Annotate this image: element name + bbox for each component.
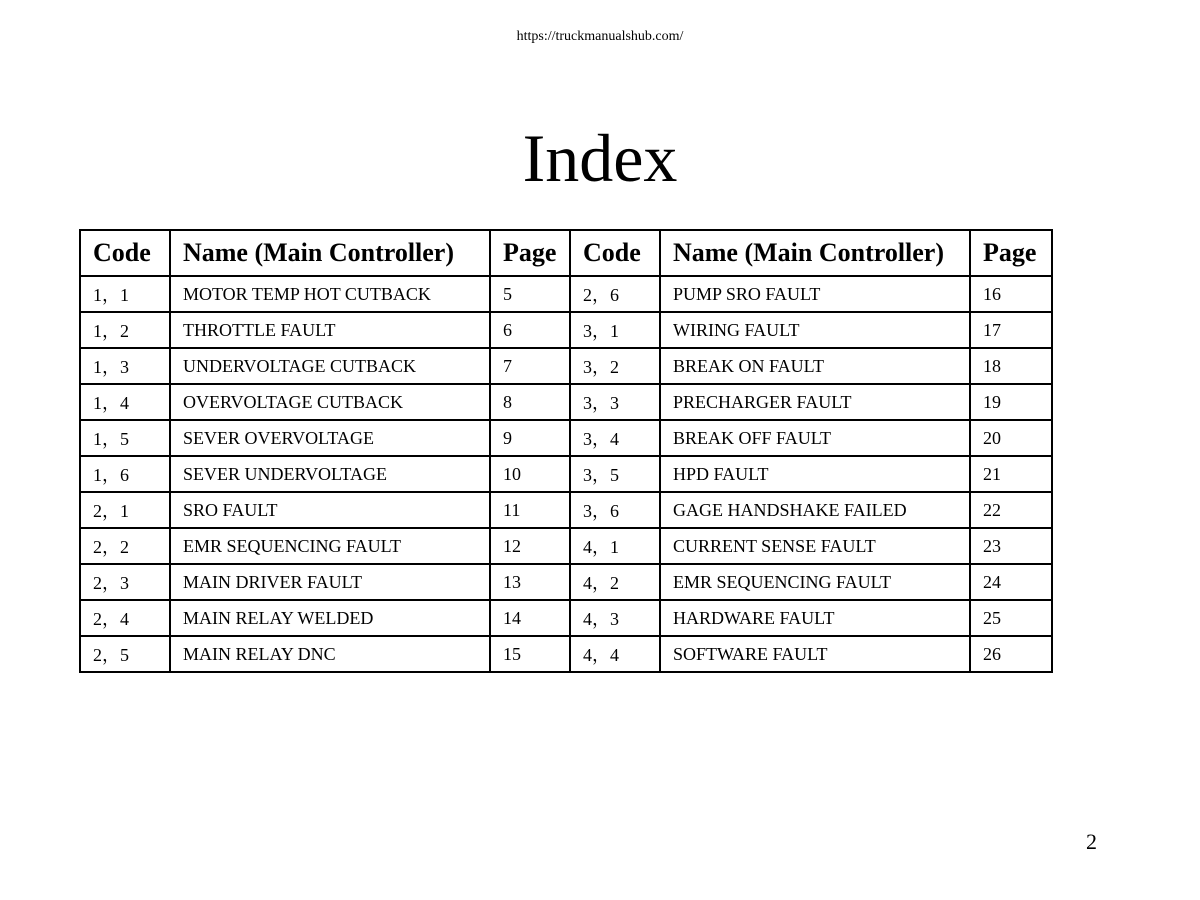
code-cell: 4，2 bbox=[570, 564, 660, 600]
code-cell: 2，3 bbox=[80, 564, 170, 600]
table-row bbox=[80, 492, 1052, 528]
header-code-left: Code bbox=[80, 230, 170, 276]
name-cell: OVERVOLTAGE CUTBACK bbox=[170, 384, 490, 420]
name-cell: UNDERVOLTAGE CUTBACK bbox=[170, 348, 490, 384]
name-cell: BREAK OFF FAULT bbox=[660, 420, 970, 456]
name-cell: THROTTLE FAULT bbox=[170, 312, 490, 348]
page-cell: 25 bbox=[970, 600, 1052, 636]
name-cell: EMR SEQUENCING FAULT bbox=[170, 528, 490, 564]
code-cell: 1，5 bbox=[80, 420, 170, 456]
table-row bbox=[80, 636, 1052, 672]
page-cell: 22 bbox=[970, 492, 1052, 528]
code-cell: 2，6 bbox=[570, 276, 660, 312]
page-cell: 24 bbox=[970, 564, 1052, 600]
name-cell: HARDWARE FAULT bbox=[660, 600, 970, 636]
table-row bbox=[80, 384, 1052, 420]
code-cell: 1，3 bbox=[80, 348, 170, 384]
table-row bbox=[80, 564, 1052, 600]
code-cell: 2，4 bbox=[80, 600, 170, 636]
name-cell: EMR SEQUENCING FAULT bbox=[660, 564, 970, 600]
name-cell: SEVER UNDERVOLTAGE bbox=[170, 456, 490, 492]
code-cell: 3，1 bbox=[570, 312, 660, 348]
code-cell: 1，1 bbox=[80, 276, 170, 312]
name-cell: PRECHARGER FAULT bbox=[660, 384, 970, 420]
page-cell: 19 bbox=[970, 384, 1052, 420]
table-row bbox=[80, 456, 1052, 492]
page-cell: 23 bbox=[970, 528, 1052, 564]
page-title: Index bbox=[522, 120, 678, 196]
page-cell: 7 bbox=[490, 348, 570, 384]
name-cell: CURRENT SENSE FAULT bbox=[660, 528, 970, 564]
table-row bbox=[80, 276, 1052, 312]
code-cell: 2，5 bbox=[80, 636, 170, 672]
page-cell: 5 bbox=[490, 276, 570, 312]
name-cell: MAIN DRIVER FAULT bbox=[170, 564, 490, 600]
table-row bbox=[80, 528, 1052, 564]
page-cell: 17 bbox=[970, 312, 1052, 348]
name-cell: MOTOR TEMP HOT CUTBACK bbox=[170, 276, 490, 312]
code-cell: 2，1 bbox=[80, 492, 170, 528]
code-cell: 1，4 bbox=[80, 384, 170, 420]
name-cell: WIRING FAULT bbox=[660, 312, 970, 348]
name-cell: MAIN RELAY WELDED bbox=[170, 600, 490, 636]
code-cell: 2，2 bbox=[80, 528, 170, 564]
page-cell: 21 bbox=[970, 456, 1052, 492]
table-row bbox=[80, 600, 1052, 636]
page-cell: 18 bbox=[970, 348, 1052, 384]
name-cell: SEVER OVERVOLTAGE bbox=[170, 420, 490, 456]
name-cell: BREAK ON FAULT bbox=[660, 348, 970, 384]
page-cell: 20 bbox=[970, 420, 1052, 456]
code-cell: 3，6 bbox=[570, 492, 660, 528]
name-cell: SOFTWARE FAULT bbox=[660, 636, 970, 672]
page-cell: 16 bbox=[970, 276, 1052, 312]
page-number: 2 bbox=[1086, 829, 1097, 854]
code-cell: 1，2 bbox=[80, 312, 170, 348]
header-page-left: Page bbox=[490, 230, 570, 276]
header-code-right: Code bbox=[570, 230, 660, 276]
page-cell: 11 bbox=[490, 492, 570, 528]
page-cell: 9 bbox=[490, 420, 570, 456]
table-row bbox=[80, 348, 1052, 384]
name-cell: HPD FAULT bbox=[660, 456, 970, 492]
name-cell: PUMP SRO FAULT bbox=[660, 276, 970, 312]
table-row bbox=[80, 312, 1052, 348]
name-cell: SRO FAULT bbox=[170, 492, 490, 528]
index-table bbox=[79, 229, 1053, 673]
page-cell: 26 bbox=[970, 636, 1052, 672]
page-cell: 10 bbox=[490, 456, 570, 492]
code-cell: 3，2 bbox=[570, 348, 660, 384]
code-cell: 1，6 bbox=[80, 456, 170, 492]
page-cell: 6 bbox=[490, 312, 570, 348]
table-header-row bbox=[80, 230, 1052, 276]
name-cell: GAGE HANDSHAKE FAILED bbox=[660, 492, 970, 528]
header-name-left: Name (Main Controller) bbox=[170, 230, 490, 276]
name-cell: MAIN RELAY DNC bbox=[170, 636, 490, 672]
page-cell: 15 bbox=[490, 636, 570, 672]
page-cell: 13 bbox=[490, 564, 570, 600]
page-cell: 8 bbox=[490, 384, 570, 420]
header-url: https://truckmanualshub.com/ bbox=[516, 29, 684, 44]
header-name-right: Name (Main Controller) bbox=[660, 230, 970, 276]
page-cell: 14 bbox=[490, 600, 570, 636]
code-cell: 4，4 bbox=[570, 636, 660, 672]
code-cell: 4，3 bbox=[570, 600, 660, 636]
code-cell: 3，5 bbox=[570, 456, 660, 492]
code-cell: 3，3 bbox=[570, 384, 660, 420]
page-cell: 12 bbox=[490, 528, 570, 564]
code-cell: 4，1 bbox=[570, 528, 660, 564]
code-cell: 3，4 bbox=[570, 420, 660, 456]
table-row bbox=[80, 420, 1052, 456]
header-page-right: Page bbox=[970, 230, 1052, 276]
